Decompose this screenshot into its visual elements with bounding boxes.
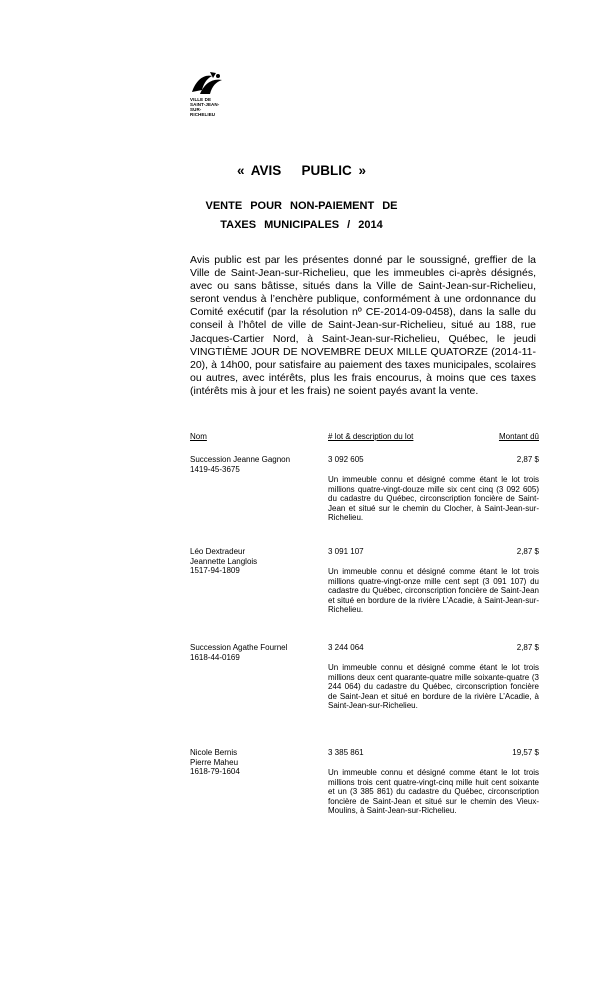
amount-due: 2,87 $	[516, 643, 539, 652]
owners-cell	[190, 547, 320, 576]
subtitle-line-1: VENTE POUR NON-PAIEMENT DE	[205, 200, 398, 212]
intro-paragraph: Avis public est par les présentes donné par le soussigné, greffier de la Ville de Saint-Jean-sur-Richelieu, que les immeubles ci-après désignés, avec ou sans bâtisse, situés dans la Ville de Saint-Jean-sur-Richelieu, seront vendus à l’enchère publique, conformément à une ordonnance du Comité exécutif (par la résolution nº CE-2014-09-0458), dans la salle du conseil à l’hôtel de ville de Saint-Jean-sur-Richelieu, situé au 188, rue Jacques-Cartier Nord, à Saint-Jean-sur-Richelieu, Québec, le jeudi VINGTIÈME JOUR DE NOVEMBRE DEUX MILLE QUATORZE (2014-11-20), à 14h00, pour satisfaire au paiement des taxes municipales, scolaires ou autres, avec intérêts, plus les frais encourus, à moins que ces taxes (intérêts mis à jour et les frais) ne soient payés avant la vente.	[190, 254, 536, 397]
owner-line: Nicole Bernis	[190, 748, 238, 757]
lot-number: 3 244 064	[328, 643, 364, 652]
owner-line: Succession Jeanne Gagnon	[190, 455, 291, 464]
amount-due: 2,87 $	[516, 547, 539, 556]
owners-cell	[190, 748, 320, 777]
owner-line: 1618-44-0169	[190, 652, 240, 662]
owner-line: Pierre Maheu	[190, 757, 239, 767]
owner-line: Succession Agathe Fournel	[190, 643, 288, 652]
subtitle-line-2: TAXES MUNICIPALES / 2014	[220, 219, 383, 231]
lot-number: 3 092 605	[328, 455, 364, 464]
logo-text	[190, 97, 226, 117]
amount-due: 2,87 $	[516, 455, 539, 464]
logo-line-1: VILLE DE	[190, 97, 212, 102]
owner-line: 1618-79-1604	[190, 767, 240, 777]
lot-number: 3 091 107	[328, 547, 364, 556]
lot-description: Un immeuble connu et désigné comme étant le lot trois millions trois cent quatre-vingt-cinq mille huit cent soixante et un (3 385 861) du cadastre du Québec, circonscription foncière de Saint-Jean et situé sur le chemin des Vieux-Moulins, à Saint-Jean-sur-Richelieu.	[328, 768, 539, 816]
owners-cell	[190, 643, 320, 662]
owner-line: 1517-94-1809	[190, 566, 240, 576]
lot-description: Un immeuble connu et désigné comme étant le lot trois millions quatre-vingt-onze mille cent sept (3 091 107) du cadastre du Québec, circonscription foncière de Saint-Jean et situé en bordure de la rivière L’Acadie, à Saint-Jean-sur-Richelieu.	[328, 567, 539, 615]
owner-line: Jeannette Langlois	[190, 556, 258, 566]
logo-line-2: SAINT-JEAN-	[190, 102, 220, 107]
owners-cell	[190, 455, 320, 474]
city-logo	[190, 70, 226, 117]
owner-line: Léo Dextradeur	[190, 547, 246, 556]
page-title: « AVIS PUBLIC »	[236, 163, 367, 178]
lot-number: 3 385 861	[328, 748, 364, 757]
amount-due: 19,57 $	[512, 748, 539, 757]
lot-description: Un immeuble connu et désigné comme étant le lot trois millions quatre-vingt-douze mille six cent cinq (3 092 605) du cadastre du Québec, circonscription foncière de Saint-Jean et situé sur le chemin du Clocher, à Saint-Jean-sur-Richelieu.	[328, 475, 539, 523]
header-lot: # lot & description du lot	[328, 432, 414, 441]
owner-line: 1419-45-3675	[190, 464, 240, 474]
header-amount: Montant dû	[498, 432, 539, 441]
city-logo-icon	[190, 70, 224, 96]
logo-line-3: SUR-RICHELIEU	[190, 107, 216, 117]
lot-description: Un immeuble connu et désigné comme étant le lot trois millions deux cent quarante-quatre mille soixante-quatre (3 244 064) du cadastre du Québec, circonscription foncière de Saint-Jean et situé en bordure de la rivière L’Acadie, à Saint-Jean-sur-Richelieu.	[328, 663, 539, 711]
header-name: Nom	[190, 432, 207, 441]
